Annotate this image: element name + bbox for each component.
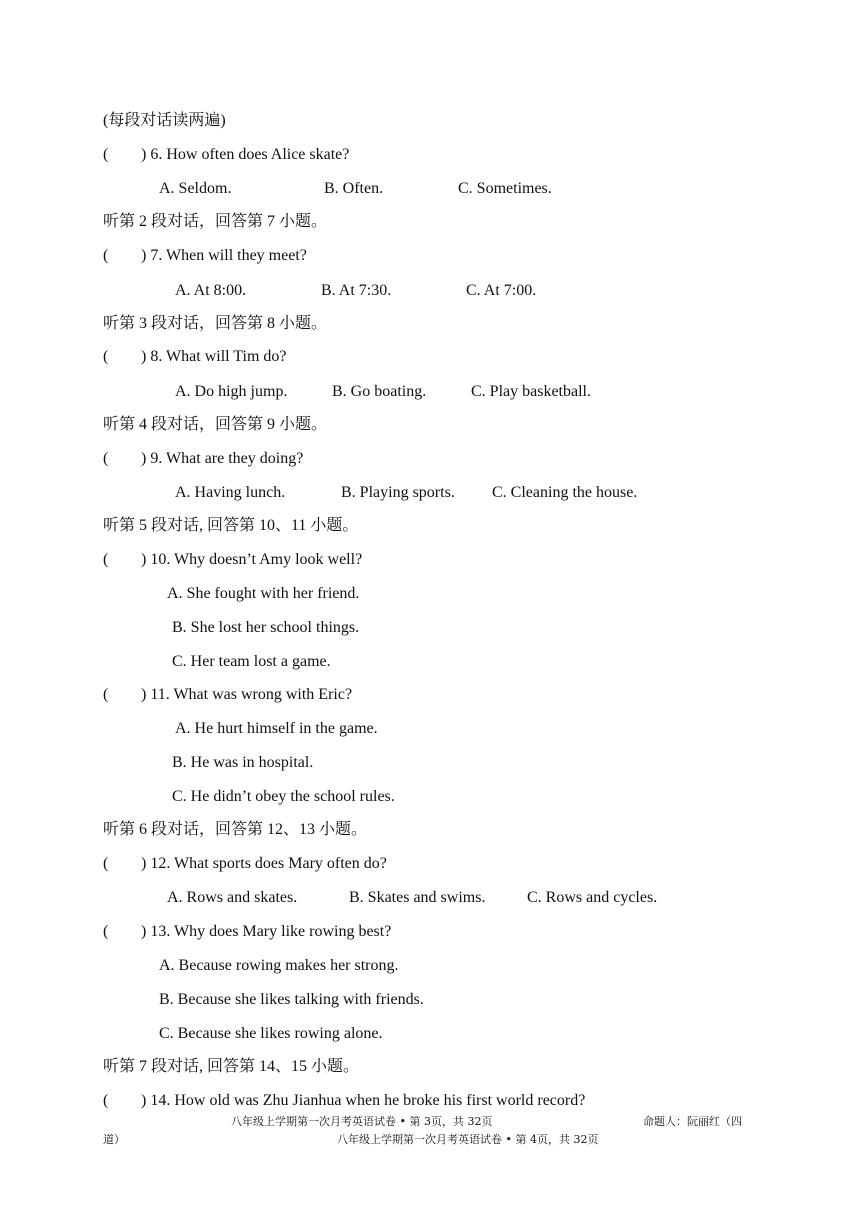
question-13 [103,922,391,942]
question-text: ) 6. How often does Alice skate? [141,146,350,163]
footer-author: 命题人：阮丽红（四 [643,1115,742,1128]
option-c: C. Sometimes. [458,180,552,197]
option-c: C. Rows and cycles. [527,889,658,906]
question-6-options [159,179,552,199]
question-7 [103,246,307,266]
section-3-instruction: 听第 3 段对话，回答第 8 小题。 [103,315,328,332]
question-7-options [175,281,536,301]
question-12 [103,854,387,874]
section-5-instruction: 听第 5 段对话, 回答第 10、11 小题。 [103,517,359,534]
question-text: ) 13. Why does Mary like rowing best? [141,923,392,940]
question-10-option-c: C. Her team lost a game. [172,653,331,670]
answer-blank: ( [103,146,109,163]
question-10-option-a: A. She fought with her friend. [167,585,360,602]
option-b: B. Go boating. [332,383,427,400]
answer-blank: ( [103,855,109,872]
question-13-option-b: B. Because she likes talking with friends. [159,991,424,1008]
option-b: B. Skates and swims. [349,889,486,906]
option-b: B. Playing sports. [341,484,455,501]
question-14 [103,1091,585,1111]
answer-blank: ( [103,450,109,467]
option-c: C. Cleaning the house. [492,484,638,501]
section-7-instruction: 听第 7 段对话, 回答第 14、15 小题。 [103,1058,360,1075]
question-13-option-a: A. Because rowing makes her strong. [159,957,399,974]
option-b: B. At 7:30. [321,282,392,299]
question-text: ) 12. What sports does Mary often do? [141,855,387,872]
question-text: ) 10. Why doesn’t Amy look well? [141,551,363,568]
section-2-instruction: 听第 2 段对话，回答第 7 小题。 [103,213,328,230]
option-c: C. Play basketball. [471,383,591,400]
question-text: ) 11. What was wrong with Eric? [141,686,353,703]
answer-blank: ( [103,247,109,264]
option-b: B. Often. [324,180,384,197]
option-a: A. At 8:00. [175,282,247,299]
answer-blank: ( [103,923,109,940]
question-10-option-b: B. She lost her school things. [172,619,360,636]
option-a: A. Rows and skates. [167,889,298,906]
question-12-options [167,888,657,908]
question-9 [103,449,303,469]
question-text: ) 8. What will Tim do? [141,348,287,365]
option-a: A. Do high jump. [175,383,288,400]
question-11-option-c: C. He didn’t obey the school rules. [172,788,395,805]
question-text: ) 9. What are they doing? [141,450,304,467]
option-a: A. Seldom. [159,180,232,197]
option-a: A. Having lunch. [175,484,286,501]
option-c: C. At 7:00. [466,282,537,299]
question-8 [103,347,287,367]
question-text: ) 7. When will they meet? [141,247,307,264]
answer-blank: ( [103,348,109,365]
footer-page-3: 八年级上学期第一次月考英语试卷 • 第 3页，共 32页 [231,1115,493,1128]
footer-author-continued: 道） [103,1133,125,1146]
question-11-option-a: A. He hurt himself in the game. [175,720,378,737]
answer-blank: ( [103,1092,109,1109]
section-6-instruction: 听第 6 段对话，回答第 12、13 小题。 [103,821,368,838]
question-9-options [175,483,637,503]
question-text: ) 14. How old was Zhu Jianhua when he broke his first world record? [141,1092,586,1109]
section-intro: (每段对话读两遍) [103,112,226,129]
answer-blank: ( [103,551,109,568]
question-11-option-b: B. He was in hospital. [172,754,314,771]
question-11 [103,685,352,705]
question-13-option-c: C. Because she likes rowing alone. [159,1025,383,1042]
answer-blank: ( [103,686,109,703]
question-8-options [175,382,591,402]
question-6 [103,145,349,165]
footer-page-4: 八年级上学期第一次月考英语试卷 • 第 4页，共 32页 [337,1133,599,1146]
question-10 [103,550,362,570]
section-4-instruction: 听第 4 段对话，回答第 9 小题。 [103,416,328,433]
